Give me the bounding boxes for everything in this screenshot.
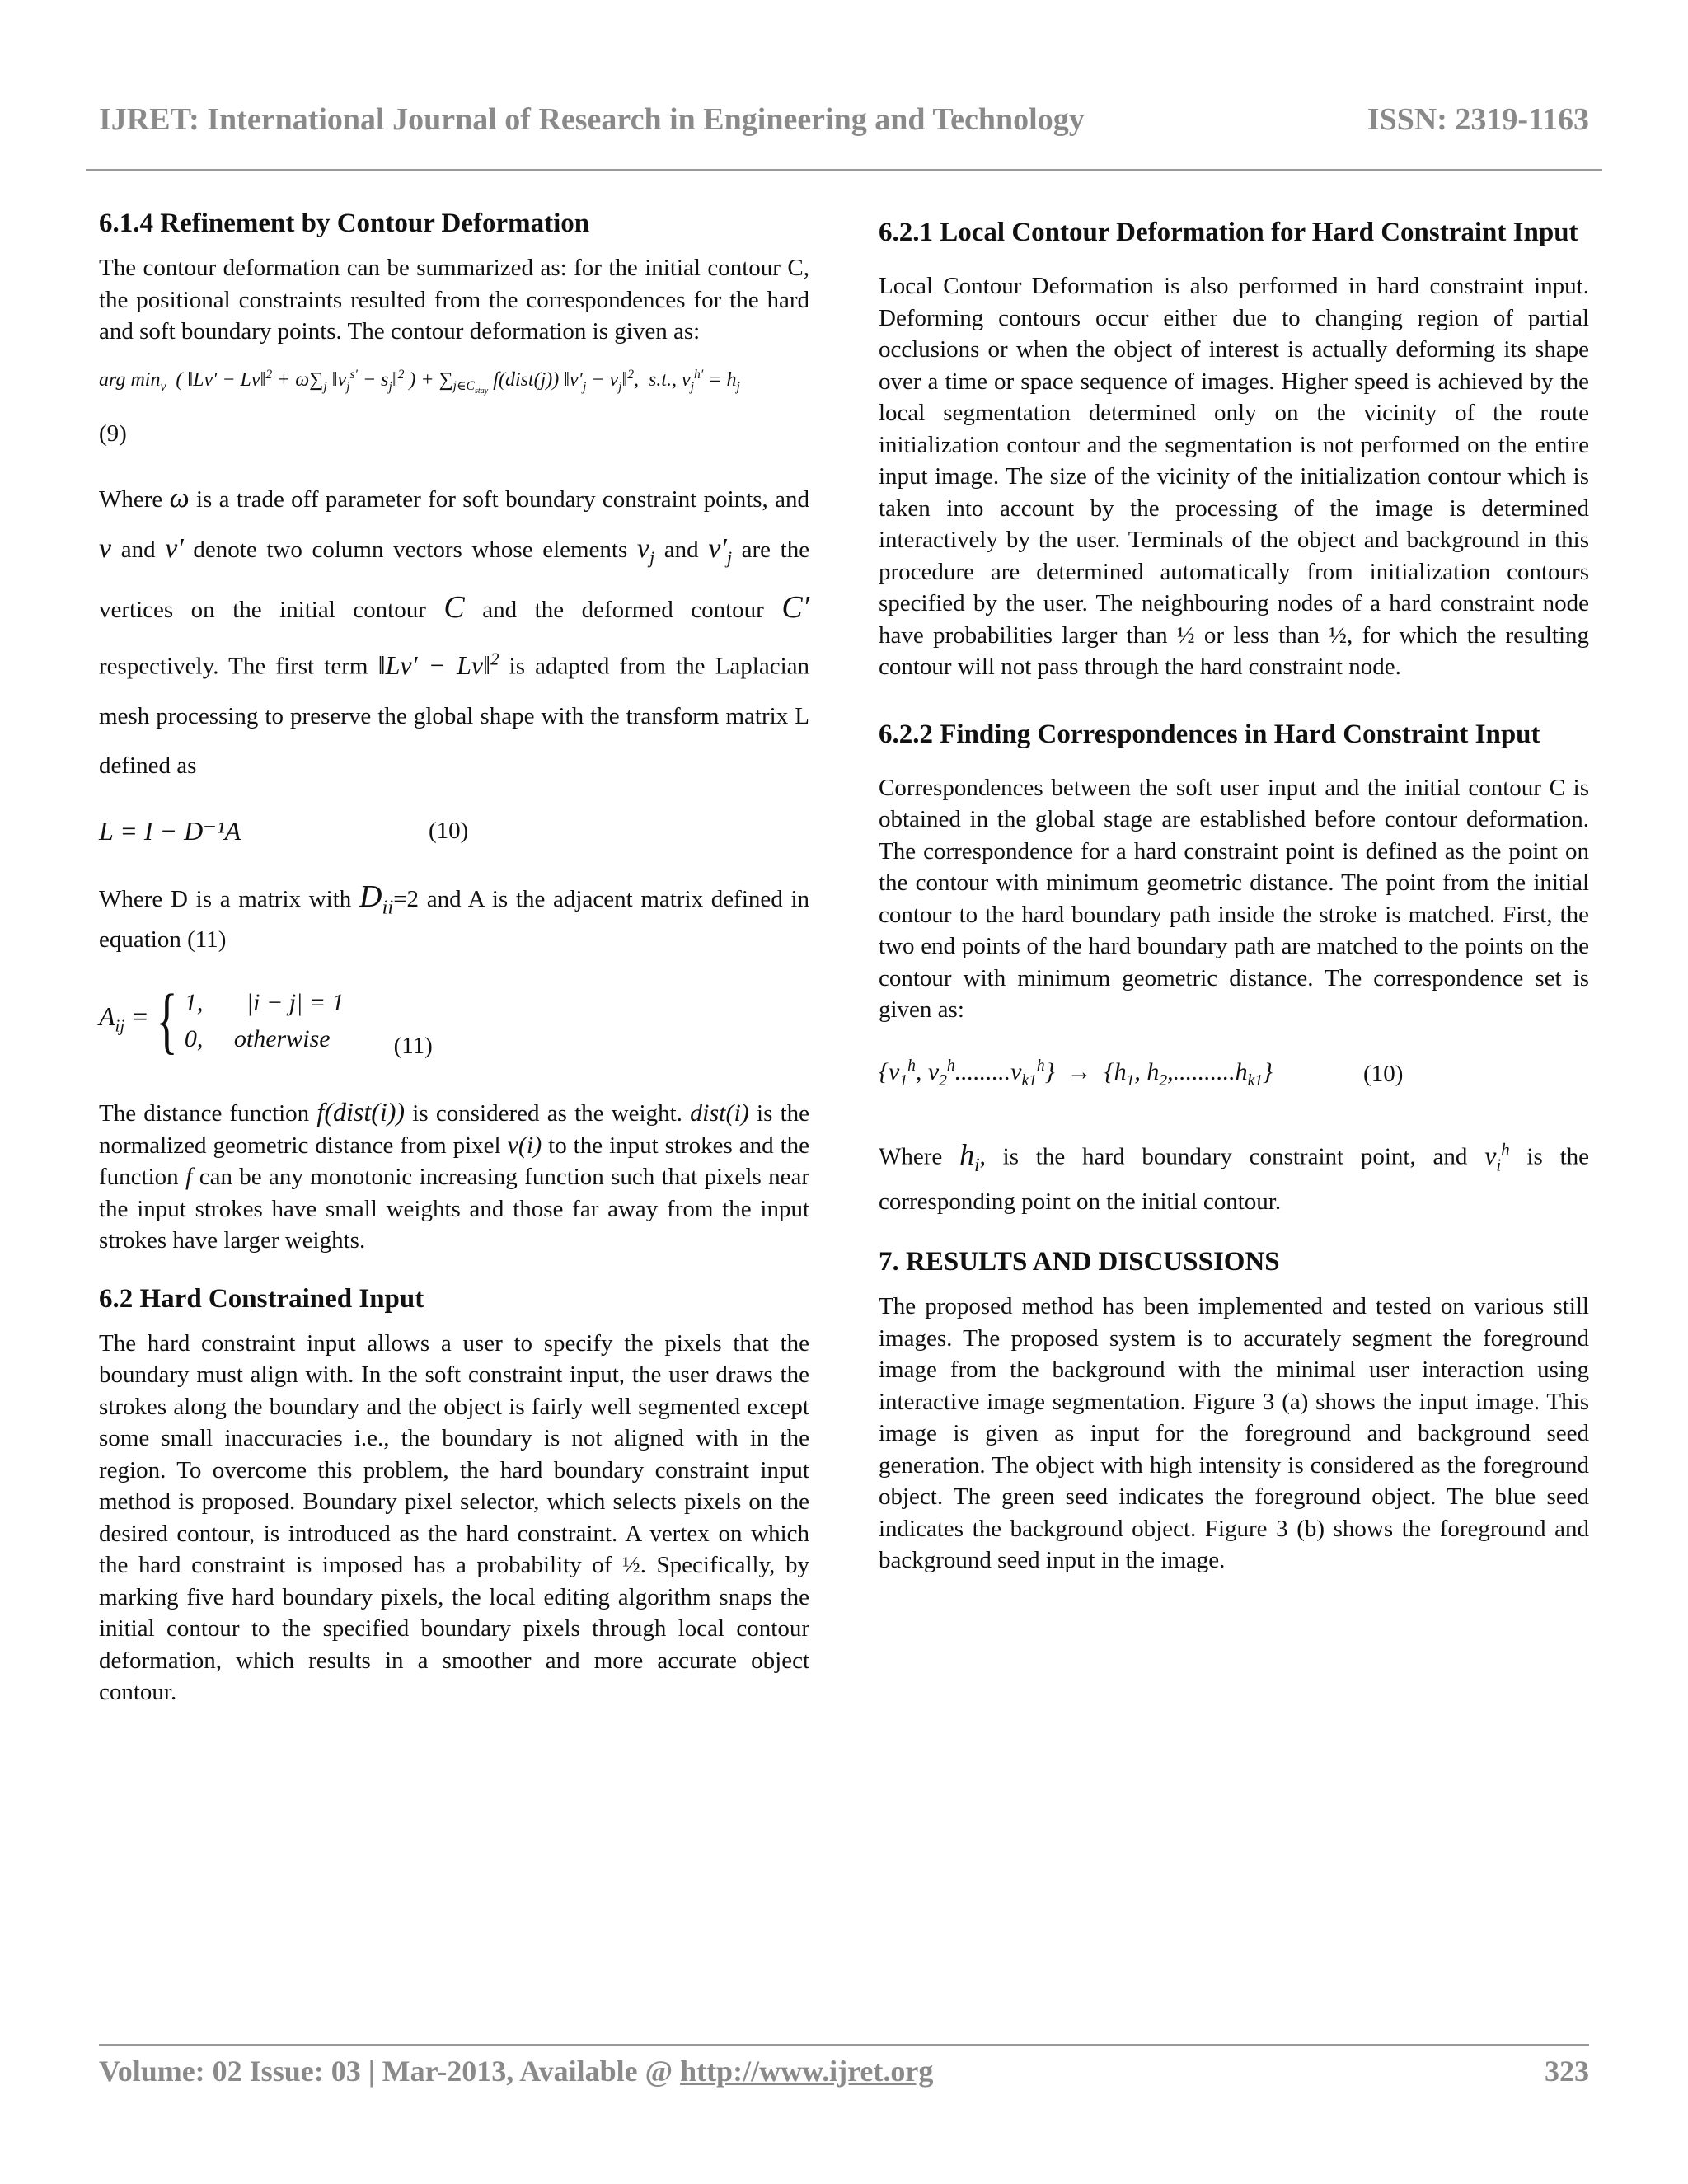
paragraph: The proposed method has been implemented and tested on various still images. The proposed system is to accurately segment the foreground image from the background with the minimal user interaction using interactive image segmentation. Figure 3 (a) shows the input image. This image is given as input for the foreground and background seed generation. The object with high intensity is considered as the foreground object. The green seed indicates the foreground object. The blue seed indicates the background object. Figure 3 (b) shows the foreground and background seed input in the image.: [879, 1293, 1589, 1574]
left-column: [99, 206, 809, 1708]
paragraph-matrix-d: Where D is a matrix with $D_{ii}=2$ and A is the adjacent matrix defined in equation (11): [99, 879, 810, 954]
section-heading-6-2: 6.2 Hard Constrained Input: [99, 1283, 424, 1314]
equation-correspondence: {$v_1^h$, $v_2^h.........v_{k1}^h\} \to \{h_1$, $h_2,..........h_{k1}$} (10): [879, 1057, 1404, 1090]
right-column: [879, 206, 1589, 1577]
paragraph-where-h: Where $h_i$, is the hard boundary constraint point, and $v_i^h$ is the corresponding point on the initial contour.: [879, 1137, 1589, 1216]
paragraph: Local Contour Deformation is also performed in hard constraint input. Deforming contours occur either due to changing region of partial occlusions or when the object of interest is actually deforming its shape over a time or space sequence of images. Higher speed is achieved by the local segmentation determined only on the vicinity of the route initialization contour and the segmentation is not performed on the entire input image. The size of the vicinity of the initialization contour which is taken into account by the processing of the image is determined interactively by the user. Terminals of the object and background in this procedure are determined automatically from initialization contours specified by the user. The neighbouring nodes of a hard constraint node have probabilities larger than ½ or less than ½, for which the resulting contour will not pass through the hard constraint node.: [879, 273, 1589, 680]
equation-10: L = I − D⁻¹A (10): [99, 815, 469, 846]
footer-volume: Volume: 02 Issue: 03 | Mar-2013, Available @ http://www.ijret.org: [99, 2055, 934, 2088]
section-heading-7: 7. RESULTS AND DISCUSSIONS: [879, 1247, 1280, 1277]
journal-title: IJRET: International Journal of Research in Engineering and Technology: [99, 102, 1085, 137]
section-heading-6-1-4: 6.1.4 Refinement by Contour Deformation: [99, 209, 590, 238]
section-heading-6-2-2: 6.2.2 Finding Correspondences in Hard Constraint Input: [879, 719, 1540, 749]
page-number: 323: [1545, 2055, 1589, 2088]
paragraph: The contour deformation can be summarized as: for the initial contour C, the positional constraints resulted from the correspondences for the hard and soft boundary points. The contour deformation is given as:: [99, 255, 809, 344]
paragraph-where: Where ω is a trade off parameter for soft boundary constraint points, and v and v′ denote two column vectors whose elements $v_j$ and $v'_j$ are the vertices on the initial contour C and the deformed contour C′ respectively. The first term ‖Lv′ − Lv‖$^2$ is adapted from the Laplacian mesh processing to preserve the global shape with the transform matrix L defined as: [99, 483, 810, 779]
paragraph-distance: The distance function f(dist(i)) is considered as the weight. dist(i) is the normalized geometric distance from pixel v(i) to the input strokes and the function f can be any monotonic increasing function such that pixels near the input strokes have small weights and those far away from the input strokes have larger weights.: [99, 1097, 810, 1254]
equation-11: $A_{ij}$ = { 1, |i − j| = 1 0, otherwise (11): [99, 980, 433, 1062]
page-footer: [99, 2054, 1589, 2088]
journal-link[interactable]: http://www.ijret.org: [680, 2055, 934, 2088]
equation-9-label: (9): [99, 419, 127, 447]
paragraph: The hard constraint input allows a user to specify the pixels that the boundary must align with. In the soft constraint input, the user draws the strokes along the boundary and the object is fairly well segmented except some small inaccuracies i.e., the boundary is not aligned with in the region. To overcome this problem, the hard boundary constraint input method is proposed. Boundary pixel selector, which selects pixels on the desired contour, is introduced as the hard constraint. A vertex on which the hard constraint is imposed has a probability of ½. Specifically, by marking five hard boundary pixels, the local editing algorithm snaps the initial contour to the specified boundary pixels through local contour deformation, which results in a smoother and more accurate object contour.: [99, 1329, 809, 1706]
section-heading-6-2-1: 6.2.1 Local Contour Deformation for Hard Constraint Input: [879, 218, 1578, 247]
footer-divider: [99, 2044, 1589, 2046]
header-divider: [86, 169, 1602, 171]
issn: ISSN: 2319-1163: [1367, 102, 1589, 137]
equation-9: arg $\min_v$ ( ‖Lv′ − Lv‖$^2$ + $\omega\sum_j$ $‖v_j^{s'}$ − $s_j‖^2$ ) + $\sum_{j\in C_{stay}}$ f(dist(j)) $‖v'_j$ − $v_j‖^2$, s.t., $v_j^{h'} = h_j$: [99, 367, 740, 396]
page-header: [99, 95, 1589, 144]
paragraph: Correspondences between the soft user input and the initial contour C is obtained in the global stage are established before contour deformation. The correspondence for a hard constraint point is defined as the point on the contour with minimum geometric distance. The point from the initial contour to the hard boundary path inside the stroke is matched. First, the two end points of the hard boundary path are matched to the points on the contour with minimum geometric distance. The correspondence set is given as:: [879, 774, 1589, 1023]
